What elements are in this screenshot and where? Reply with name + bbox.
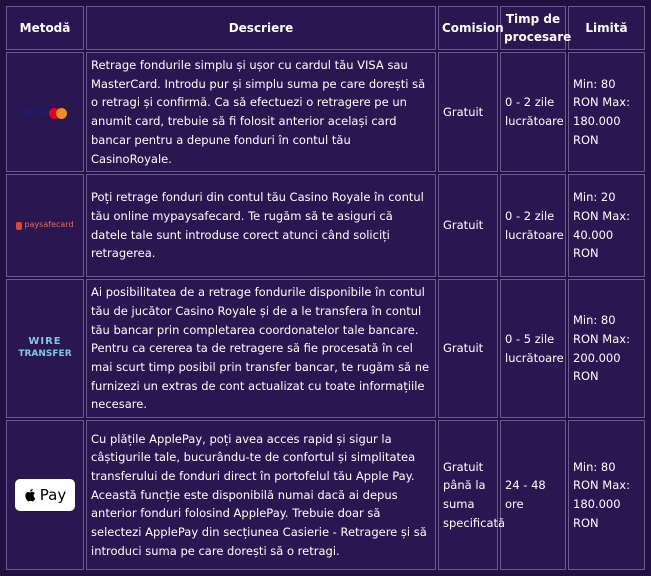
processing-time-cell: 0 - 2 zile lucrătoare xyxy=(500,52,566,172)
method-cell xyxy=(6,52,84,172)
apple-icon xyxy=(24,488,36,502)
method-cell xyxy=(6,420,84,570)
processing-time-cell: 24 - 48 ore xyxy=(500,420,566,570)
apple-pay-logo xyxy=(15,479,75,511)
description-cell: Ai posibilitatea de a retrage fondurile disponibile în contul tău de jucător Casino Royale și de a le transfera în contul tău bancar prin completarea coordonatelor tale bancare. Pentru ca cererea ta de retragere să fie procesată în cel mai scurt timp posibil prin transfer bancar, te rugăm să ne furnizezi un extras de cont actualizat cu toate informațiile necesare. xyxy=(86,279,436,418)
header-description: Descriere xyxy=(86,6,436,50)
limit-cell: Min: 20 RON Max: 40.000 RON xyxy=(568,174,645,277)
processing-time-cell: 0 - 2 zile lucrătoare xyxy=(500,174,566,277)
limit-cell: Min: 80 RON Max: 200.000 RON xyxy=(568,279,645,418)
header-fee: Comision xyxy=(438,6,498,50)
paysafecard-logo xyxy=(16,216,73,235)
method-cell xyxy=(6,174,84,277)
table-row xyxy=(6,52,645,172)
table-header-row xyxy=(6,6,645,50)
header-limit: Limită xyxy=(568,6,645,50)
fee-cell: Gratuit xyxy=(438,279,498,418)
mastercard-icon xyxy=(49,108,67,119)
processing-time-cell: 0 - 5 zile lucrătoare xyxy=(500,279,566,418)
fee-cell: Gratuit xyxy=(438,174,498,277)
description-cell: Poți retrage fonduri din contul tău Casino Royale în contul tău online mypaysafecard. Te rugăm să te asiguri că datele tale sunt introduse corect atunci când soliciți retragerea. xyxy=(86,174,436,277)
limit-cell: Min: 80 RON Max: 180.000 RON xyxy=(568,52,645,172)
table-row xyxy=(6,174,645,277)
transfer-logo-text: TRANSFER xyxy=(18,349,72,360)
table-row xyxy=(6,420,645,570)
paysafecard-logo-text: paysafecard xyxy=(24,220,74,230)
visa-logo-text: VISA xyxy=(23,104,47,123)
limit-cell: Min: 80 RON Max: 180.000 RON xyxy=(568,420,645,570)
withdrawal-methods-table xyxy=(4,4,647,572)
fee-cell: Gratuit până la suma specificată xyxy=(438,420,498,570)
fee-cell: Gratuit xyxy=(438,52,498,172)
lock-icon xyxy=(16,222,22,230)
method-cell xyxy=(6,279,84,418)
header-processing-time: Timp de procesare xyxy=(500,6,566,50)
wire-transfer-logo xyxy=(18,335,71,359)
apple-pay-logo-text: Pay xyxy=(39,485,67,504)
visa-mastercard-logo xyxy=(23,104,68,123)
table-row xyxy=(6,279,645,418)
wire-logo-text: WIRE xyxy=(28,336,62,348)
description-cell: Retrage fondurile simplu și ușor cu cardul tău VISA sau MasterCard. Introdu pur și simplu suma pe care dorești să o retragi și confirmă. Ca să efectuezi o retragere pe un anumit card, trebuie să fi folosit anterior același card bancar pentru a depune fonduri în contul tău CasinoRoyale. xyxy=(86,52,436,172)
header-method: Metodă xyxy=(6,6,84,50)
description-cell: Cu plățile ApplePay, poți avea acces rapid și sigur la câștigurile tale, bucurându-te de confortul și simplitatea transferului de fonduri direct în portofelul tău Apple Pay. Această funcție este disponibilă numai dacă ai depus anterior fonduri folosind ApplePay. Trebuie doar să selectezi ApplePay din secțiunea Casierie - Retragere și să introduci suma pe care dorești să o retragi. xyxy=(86,420,436,570)
